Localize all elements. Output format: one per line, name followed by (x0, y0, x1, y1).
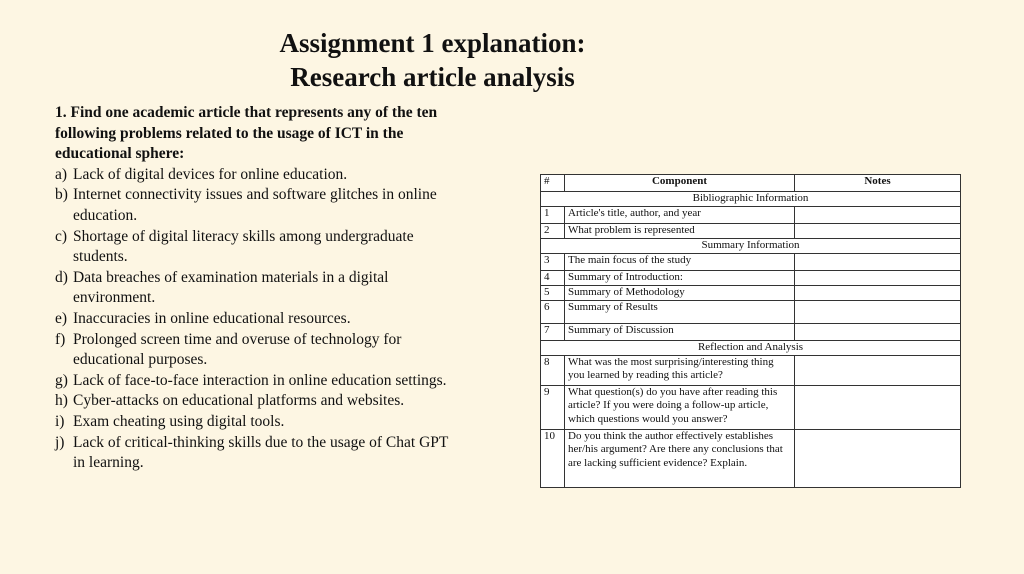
row-notes (795, 386, 961, 430)
header-notes: Notes (795, 175, 961, 192)
section-row-bibliographic (541, 192, 961, 207)
list-text: Inaccuracies in online educational resources. (73, 309, 351, 327)
section-row-reflection (541, 341, 961, 356)
table-row (541, 301, 961, 324)
list-item (55, 330, 460, 371)
row-number: 8 (541, 356, 565, 386)
list-marker: b) (55, 186, 68, 204)
list-text: Lack of critical-thinking skills due to the usage of Chat GPT in learning. (73, 433, 449, 472)
row-component: What was the most surprising/interesting thing you learned by reading this article? (565, 356, 795, 386)
list-marker: d) (55, 268, 68, 286)
list-item (55, 185, 460, 226)
analysis-table-container (540, 174, 961, 488)
row-notes (795, 430, 961, 488)
row-number: 1 (541, 207, 565, 224)
list-marker: f) (55, 330, 66, 348)
analysis-table (540, 174, 961, 488)
table-header-row (541, 175, 961, 192)
row-number: 9 (541, 386, 565, 430)
row-notes (795, 254, 961, 271)
row-notes (795, 271, 961, 286)
row-component: What problem is represented (565, 224, 795, 239)
row-component: Do you think the author effectively establishes her/his argument? Are there any conclusions that are lacking sufficient evidence? Explain. (565, 430, 795, 488)
row-component: The main focus of the study (565, 254, 795, 271)
list-text: Internet connectivity issues and software glitches in online education. (73, 186, 437, 224)
table-row (541, 430, 961, 488)
table-row (541, 386, 961, 430)
row-notes (795, 224, 961, 239)
header-component: Component (565, 175, 795, 192)
table-row (541, 254, 961, 271)
list-item (55, 268, 460, 309)
row-notes (795, 356, 961, 386)
list-item (55, 433, 460, 474)
row-number: 4 (541, 271, 565, 286)
title-line-2: Research article analysis (290, 62, 575, 92)
list-marker: h) (55, 392, 68, 410)
row-component: Summary of Methodology (565, 286, 795, 301)
task-heading: 1. Find one academic article that represents any of the ten following problems related to the usage of ICT in the educational sphere: (55, 104, 438, 163)
page-title (230, 26, 635, 94)
list-text: Cyber-attacks on educational platforms and websites. (73, 392, 405, 410)
list-item (55, 165, 460, 186)
row-number: 6 (541, 301, 565, 324)
list-marker: j) (55, 433, 65, 451)
list-text: Data breaches of examination materials in a digital environment. (73, 268, 389, 307)
list-marker: g) (55, 371, 68, 389)
row-number: 10 (541, 430, 565, 488)
row-number: 7 (541, 324, 565, 341)
task-description (55, 103, 460, 474)
table-row (541, 224, 961, 239)
section-title: Bibliographic Information (541, 192, 961, 207)
header-number: # (541, 175, 565, 192)
table-row (541, 324, 961, 341)
list-text: Exam cheating using digital tools. (73, 412, 285, 430)
row-component: Summary of Discussion (565, 324, 795, 341)
list-marker: e) (55, 309, 68, 327)
row-notes (795, 324, 961, 341)
list-text: Prolonged screen time and overuse of technology for educational purposes. (73, 330, 402, 369)
table-row (541, 286, 961, 301)
row-number: 3 (541, 254, 565, 271)
list-marker: i) (55, 412, 65, 430)
row-component: Summary of Results (565, 301, 795, 324)
list-item (55, 391, 460, 412)
row-component: Article's title, author, and year (565, 207, 795, 224)
list-item (55, 371, 460, 392)
section-title: Reflection and Analysis (541, 341, 961, 356)
list-item (55, 309, 460, 330)
table-row (541, 356, 961, 386)
row-notes (795, 301, 961, 324)
title-line-1: Assignment 1 explanation: (279, 28, 586, 58)
list-item (55, 227, 460, 268)
list-marker: c) (55, 227, 68, 245)
row-number: 5 (541, 286, 565, 301)
row-component: Summary of Introduction: (565, 271, 795, 286)
table-row (541, 271, 961, 286)
section-row-summary (541, 239, 961, 254)
list-text: Shortage of digital literacy skills among undergraduate students. (73, 227, 414, 266)
section-title: Summary Information (541, 239, 961, 254)
problem-list (55, 165, 460, 474)
list-text: Lack of face-to-face interaction in online education settings. (73, 371, 447, 389)
row-notes (795, 286, 961, 301)
row-notes (795, 207, 961, 224)
row-number: 2 (541, 224, 565, 239)
list-text: Lack of digital devices for online education. (73, 165, 348, 183)
row-component: What question(s) do you have after reading this article? If you were doing a follow-up article, which questions would you answer? (565, 386, 795, 430)
list-item (55, 412, 460, 433)
table-row (541, 207, 961, 224)
list-marker: a) (55, 165, 68, 183)
